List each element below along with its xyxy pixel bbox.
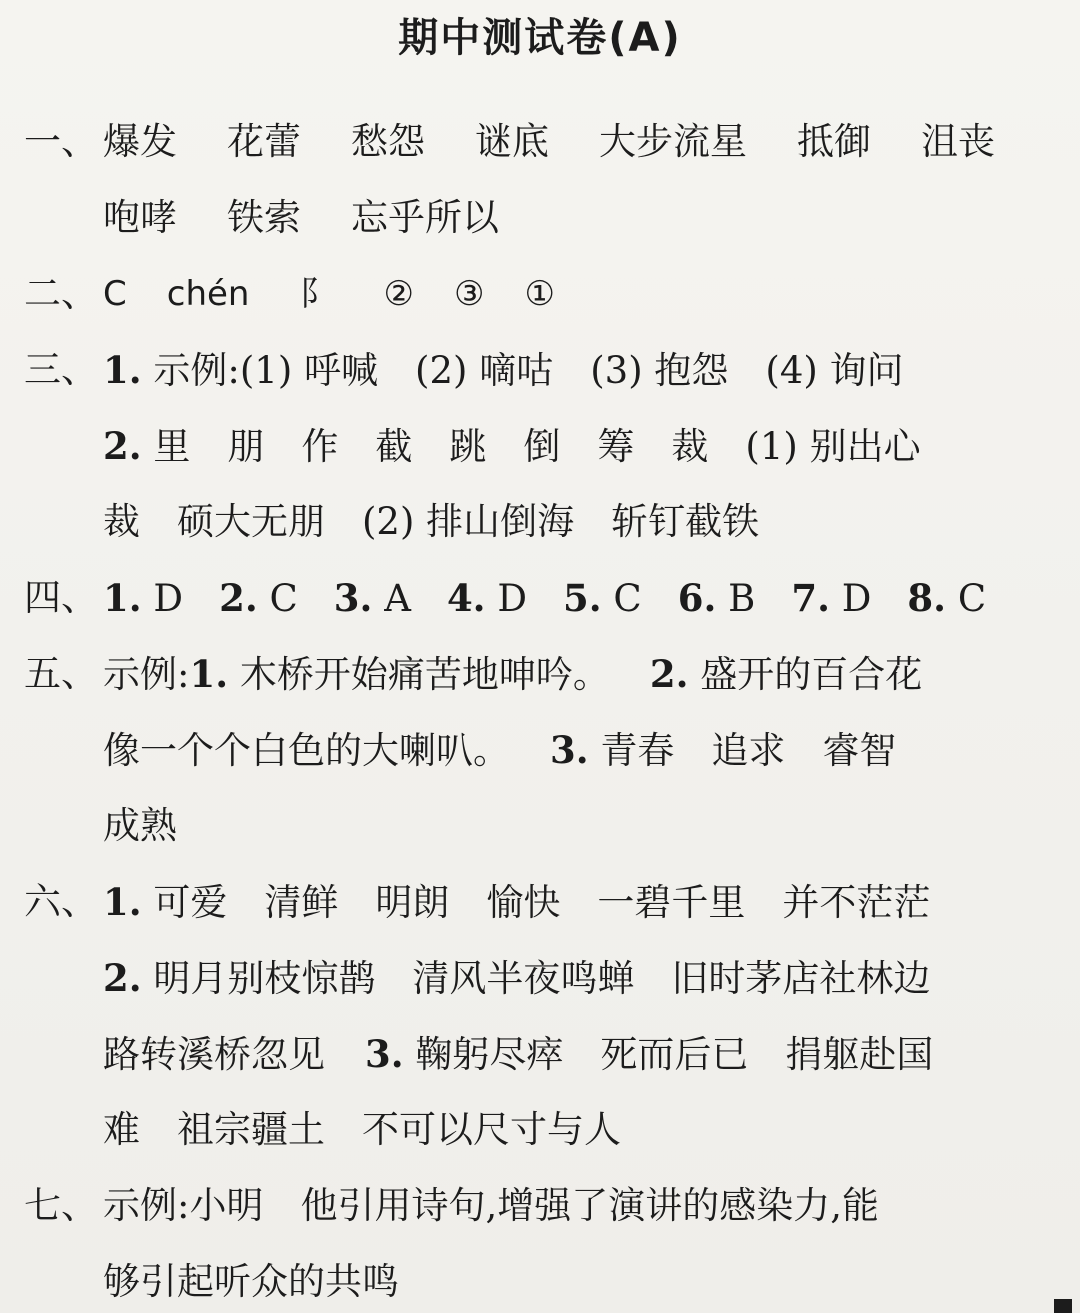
section-6-label: 六、 — [24, 880, 98, 923]
section-5-q2-cont — [103, 720, 896, 781]
word: 沮丧 — [921, 120, 995, 163]
answer-text: 够引起听众的共鸣 — [103, 1260, 399, 1303]
question-number: 1. — [189, 652, 229, 696]
answer-letter: C — [103, 274, 127, 314]
answer-letter: C — [613, 577, 642, 620]
page-corner-mark — [1054, 1299, 1072, 1313]
answer-text: 示例:(1) 呼喊 (2) 嘀咕 (3) 抱怨 (4) 询问 — [153, 349, 904, 392]
word: 谜底 — [475, 120, 549, 163]
answer-letter: C — [269, 577, 298, 620]
section-5-q1 — [103, 644, 922, 705]
circled-number: ② — [383, 274, 414, 314]
question-number: 2. — [219, 576, 258, 620]
answer-text: 盛开的百合花 — [700, 653, 923, 696]
section-6-q2 — [103, 948, 930, 1009]
word: 爆发 — [103, 120, 177, 163]
answer-text: 明月别枝惊鹊 清风半夜鸣蝉 旧时茅店社林边 — [153, 957, 931, 1000]
example-prefix: 示例: — [103, 653, 190, 696]
section-6-q1 — [103, 872, 930, 933]
section-4-answers — [103, 568, 986, 629]
question-number: 6. — [677, 576, 717, 620]
answer-text: 里 朋 作 截 跳 倒 筹 裁 (1) 别出心 — [153, 425, 921, 468]
question-number: 3. — [333, 576, 373, 620]
section-1-words-1 — [103, 112, 995, 172]
section-2-items — [103, 264, 555, 324]
question-number: 2. — [103, 956, 142, 1000]
section-7-label: 七、 — [24, 1184, 98, 1227]
section-2-label: 二、 — [24, 272, 98, 315]
answer-text: 成熟 — [103, 804, 177, 847]
answer-letter: D — [153, 577, 184, 620]
section-5-label: 五、 — [24, 652, 98, 695]
page-title: 期中测试卷(A) — [398, 15, 682, 61]
question-number: 8. — [907, 576, 947, 620]
word: 愁怨 — [351, 120, 425, 163]
answer-text: 像一个个白色的大喇叭。 — [103, 729, 510, 772]
answer-letter: A — [384, 577, 411, 620]
question-number: 3. — [365, 1032, 404, 1076]
answer-text: 裁 硕大无朋 (2) 排山倒海 斩钉截铁 — [103, 500, 760, 543]
word: 大步流星 — [599, 120, 747, 163]
answer-text: 可爱 清鲜 明朗 愉快 一碧千里 并不茫茫 — [153, 881, 931, 924]
pinyin: chén — [166, 274, 250, 314]
section-1-label: 一、 — [24, 120, 98, 163]
answer-text: 示例:小明 他引用诗句,增强了演讲的感染力,能 — [103, 1184, 879, 1227]
word: 忘乎所以 — [351, 196, 499, 239]
section-3-q1 — [103, 340, 904, 401]
answer-text: 鞠躬尽瘁 死而后已 捐躯赴国 — [415, 1033, 934, 1076]
radical: 阝 — [299, 274, 334, 314]
section-4-label: 四、 — [24, 576, 98, 619]
answer-text: 难 祖宗疆土 不可以尺寸与人 — [103, 1108, 621, 1151]
answer-text: 木桥开始痛苦地呻吟。 — [239, 653, 610, 696]
answer-letter: D — [841, 577, 872, 620]
word: 咆哮 — [103, 196, 177, 239]
answer-letter: D — [497, 577, 528, 620]
circled-number: ③ — [453, 274, 485, 314]
question-number: 4. — [446, 576, 486, 620]
answer-letter: C — [957, 577, 987, 620]
question-number: 1. — [103, 348, 142, 392]
question-number: 2. — [649, 652, 689, 696]
section-1-words-2 — [103, 188, 499, 248]
question-number: 5. — [563, 576, 602, 620]
question-number: 7. — [791, 576, 830, 620]
word: 铁索 — [227, 196, 301, 239]
question-number: 3. — [550, 728, 589, 772]
question-number: 1. — [103, 576, 142, 620]
answer-letter: B — [728, 577, 756, 620]
answer-text: 青春 追求 睿智 — [600, 729, 897, 772]
answer-text: 路转溪桥忽见 — [103, 1033, 325, 1076]
question-number: 1. — [103, 880, 142, 924]
circled-number: ① — [524, 274, 555, 314]
word: 抵御 — [797, 120, 871, 163]
section-6-q2-q3 — [103, 1024, 933, 1085]
word: 花蕾 — [227, 120, 301, 163]
question-number: 2. — [103, 424, 142, 468]
section-3-label: 三、 — [24, 348, 98, 391]
section-3-q2 — [103, 416, 921, 477]
